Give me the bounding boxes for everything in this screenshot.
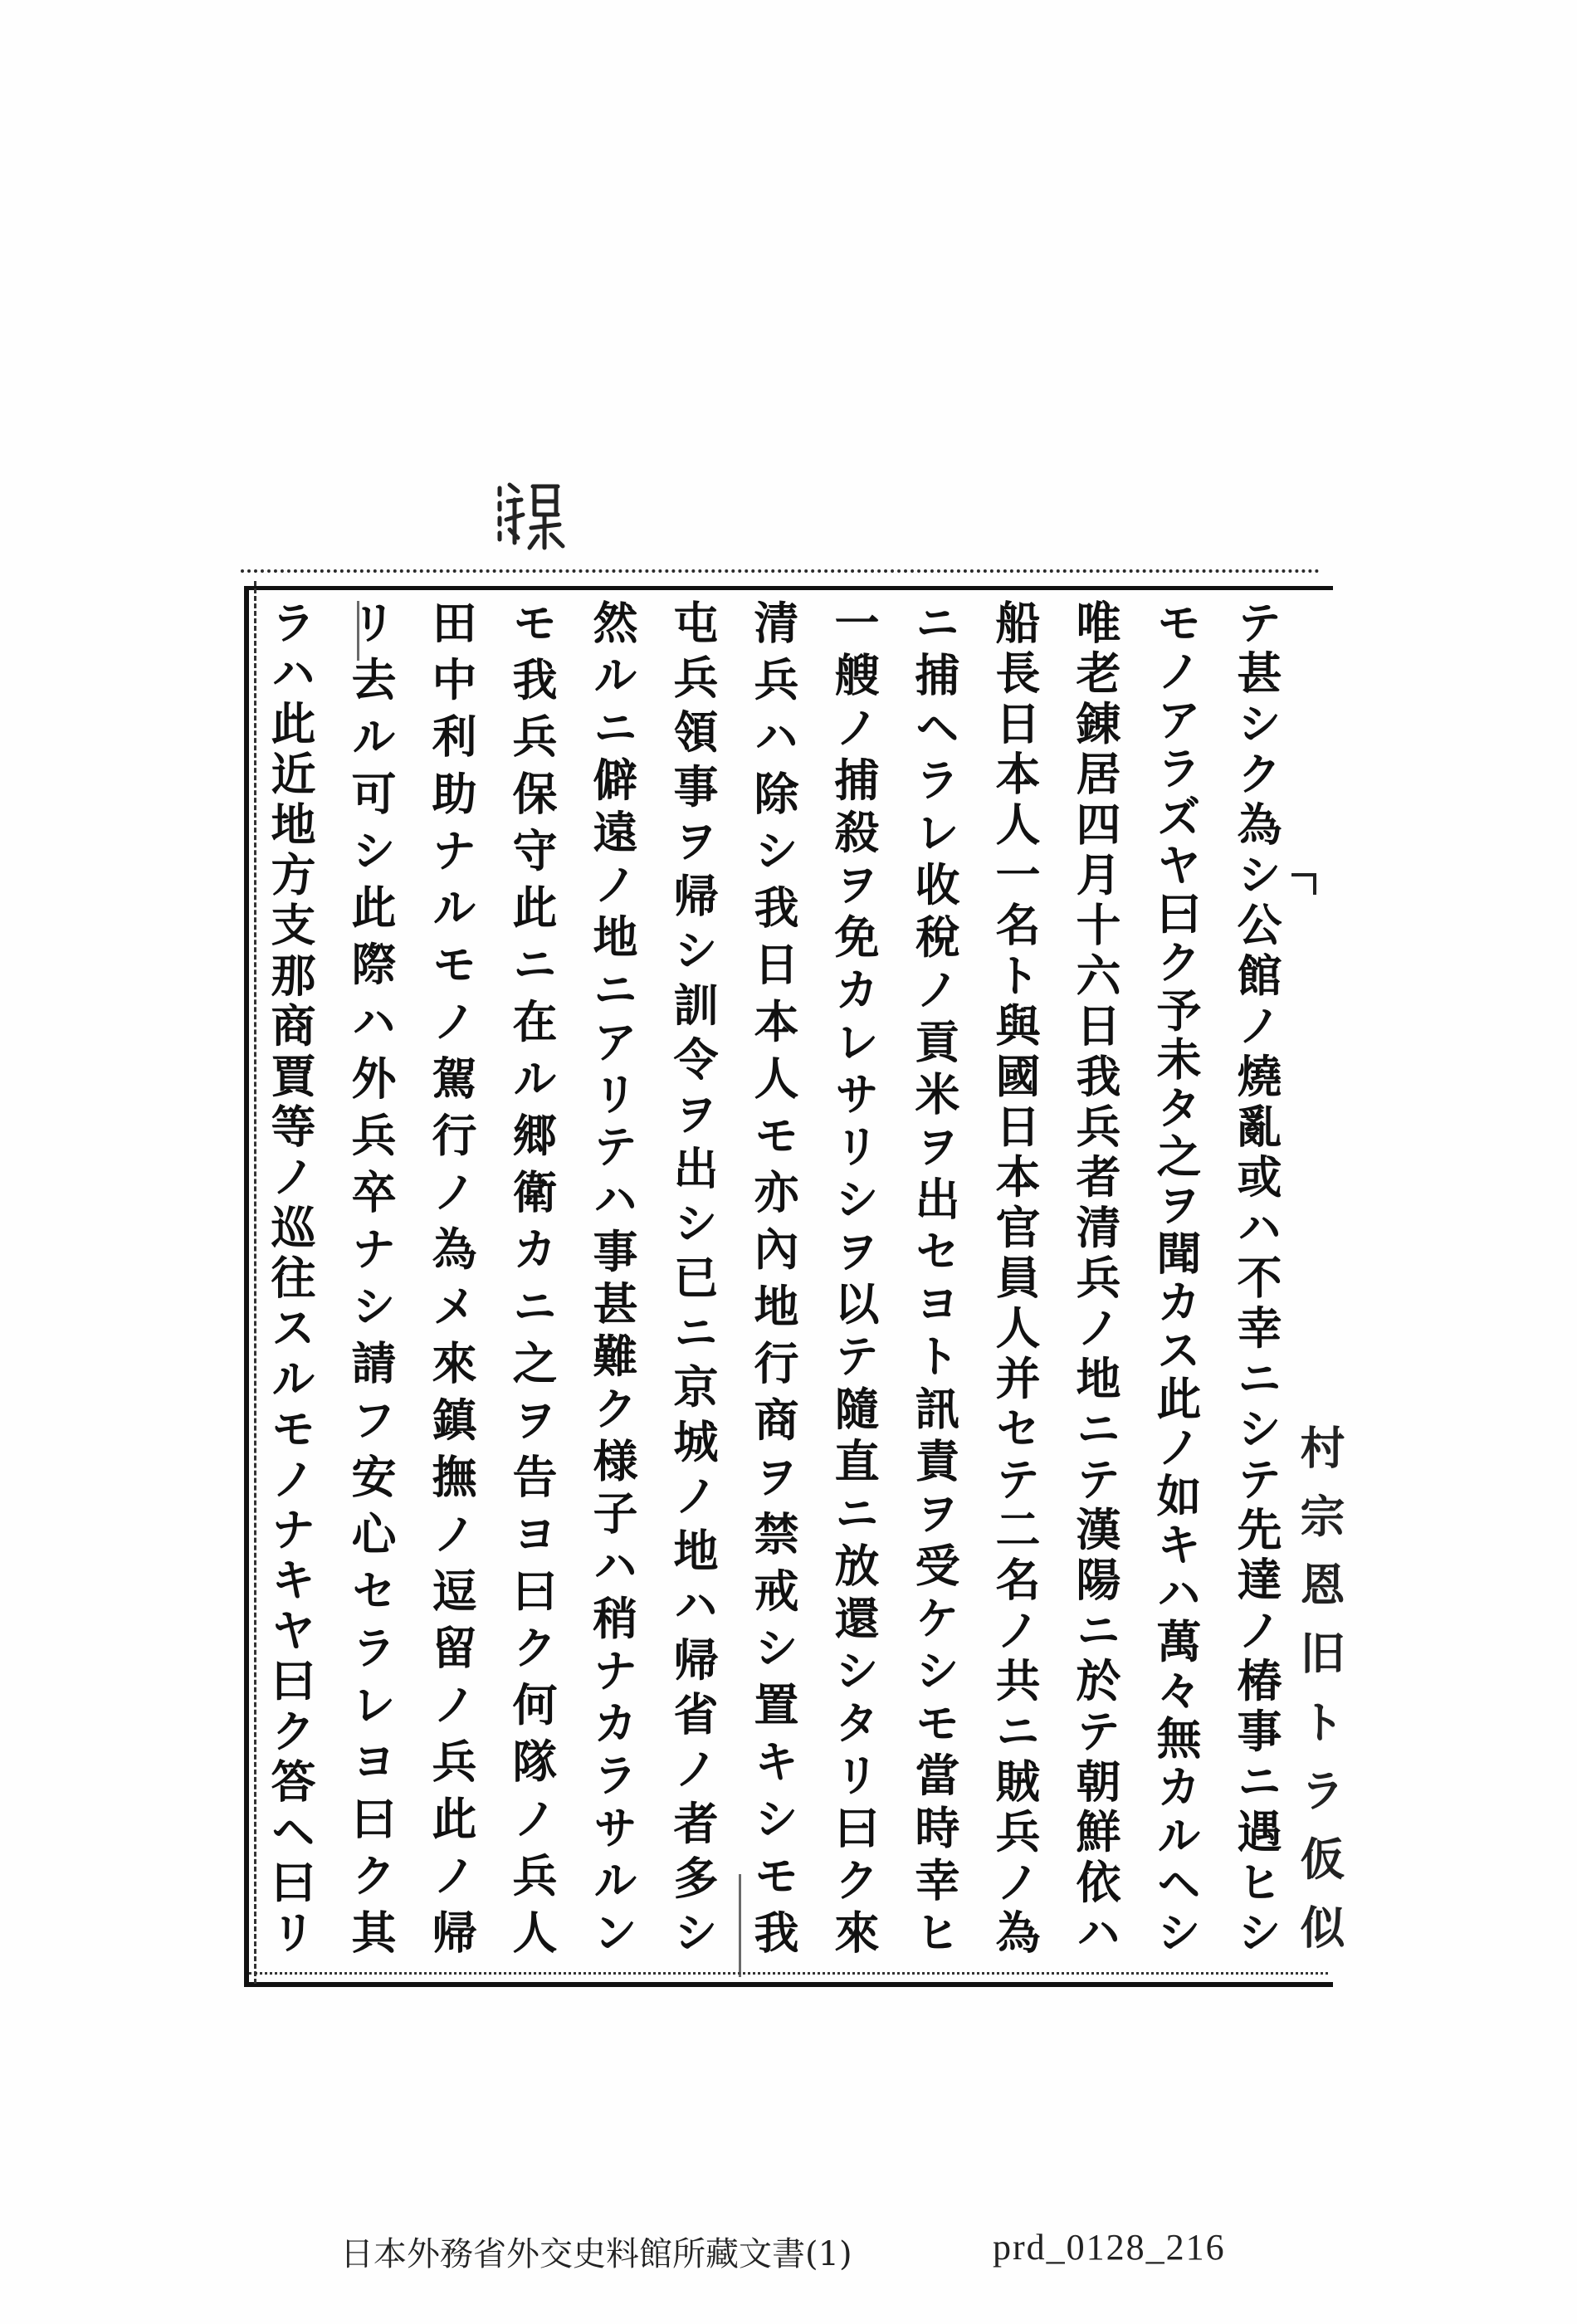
frame-dotted-top-line: [241, 569, 1320, 573]
text-column-10: モ我兵保守此ニ在ル郷衛カニ之ヲ告ヨ曰ク何隊ノ兵人: [505, 599, 559, 1954]
text-column-2: モノアラズヤ曰ク予未タ之ヲ聞カス此ノ如キハ萬々無カルヘシ: [1150, 599, 1203, 1955]
archive-caption: 日本外務省外交史料館所藏文書(1): [340, 2235, 852, 2273]
stamp-mark: [493, 476, 568, 556]
frame-inner-bottom-line: [249, 1972, 1328, 1975]
text-column-12: リ去ル可シ此際ハ外兵卒ナシ請フ安心セラレヨ曰ク其: [344, 599, 398, 1954]
text-column-6: 一艘ノ捕殺ヲ免カレサリシヲ以テ隨直ニ放還シタリ曰ク來: [828, 599, 881, 1954]
cut-off-text-column: 村宗恩旧トラ仮似: [1293, 1424, 1346, 1949]
text-column-11: 田中利助ナルモノ駕行ノ為メ來鎮撫ノ逗留ノ兵此ノ帰: [425, 599, 478, 1955]
text-column-3: 唯老錬居四月十六日我兵者清兵ノ地ニテ漢陽ニ於テ朝鮮依ハ: [1069, 599, 1122, 1954]
text-column-13: ラハ此近地方支那商賈等ノ巡往スルモノナキヤ曰ク答ヘ曰リ: [264, 599, 317, 1954]
text-column-8: 屯兵領事ヲ帰シ訓令ヲ出シ已ニ京城ノ地ハ帰省ノ者多シ: [666, 599, 720, 1954]
cut-off-column-clip: [1293, 1424, 1346, 1950]
document-id: prd_0128_216: [993, 2227, 1226, 2268]
text-column-1: テ甚シク為シ公館ノ燒亂或ハ不幸ニシテ先達ノ椿事ニ遇ヒシ: [1230, 599, 1283, 1954]
text-column-4: 船長日本人一名ト與國日本官員人并セテ二名ノ共ニ賊兵ノ為: [989, 599, 1042, 1954]
text-column-7: 清兵ハ除シ我日本人モ亦內地行商ヲ禁戒シ置キシモ我: [747, 599, 800, 1954]
manuscript-text-columns: [249, 599, 1296, 1954]
text-column-5: ニ捕ヘラレ收稅ノ貢米ヲ出セヨト訊責ヲ受ケシモ當時幸ヒ: [908, 599, 961, 1954]
text-column-9: 然ルニ僻遠ノ地ニアリテハ事甚難ク様子ハ稍ナカラサルン: [586, 599, 639, 1954]
